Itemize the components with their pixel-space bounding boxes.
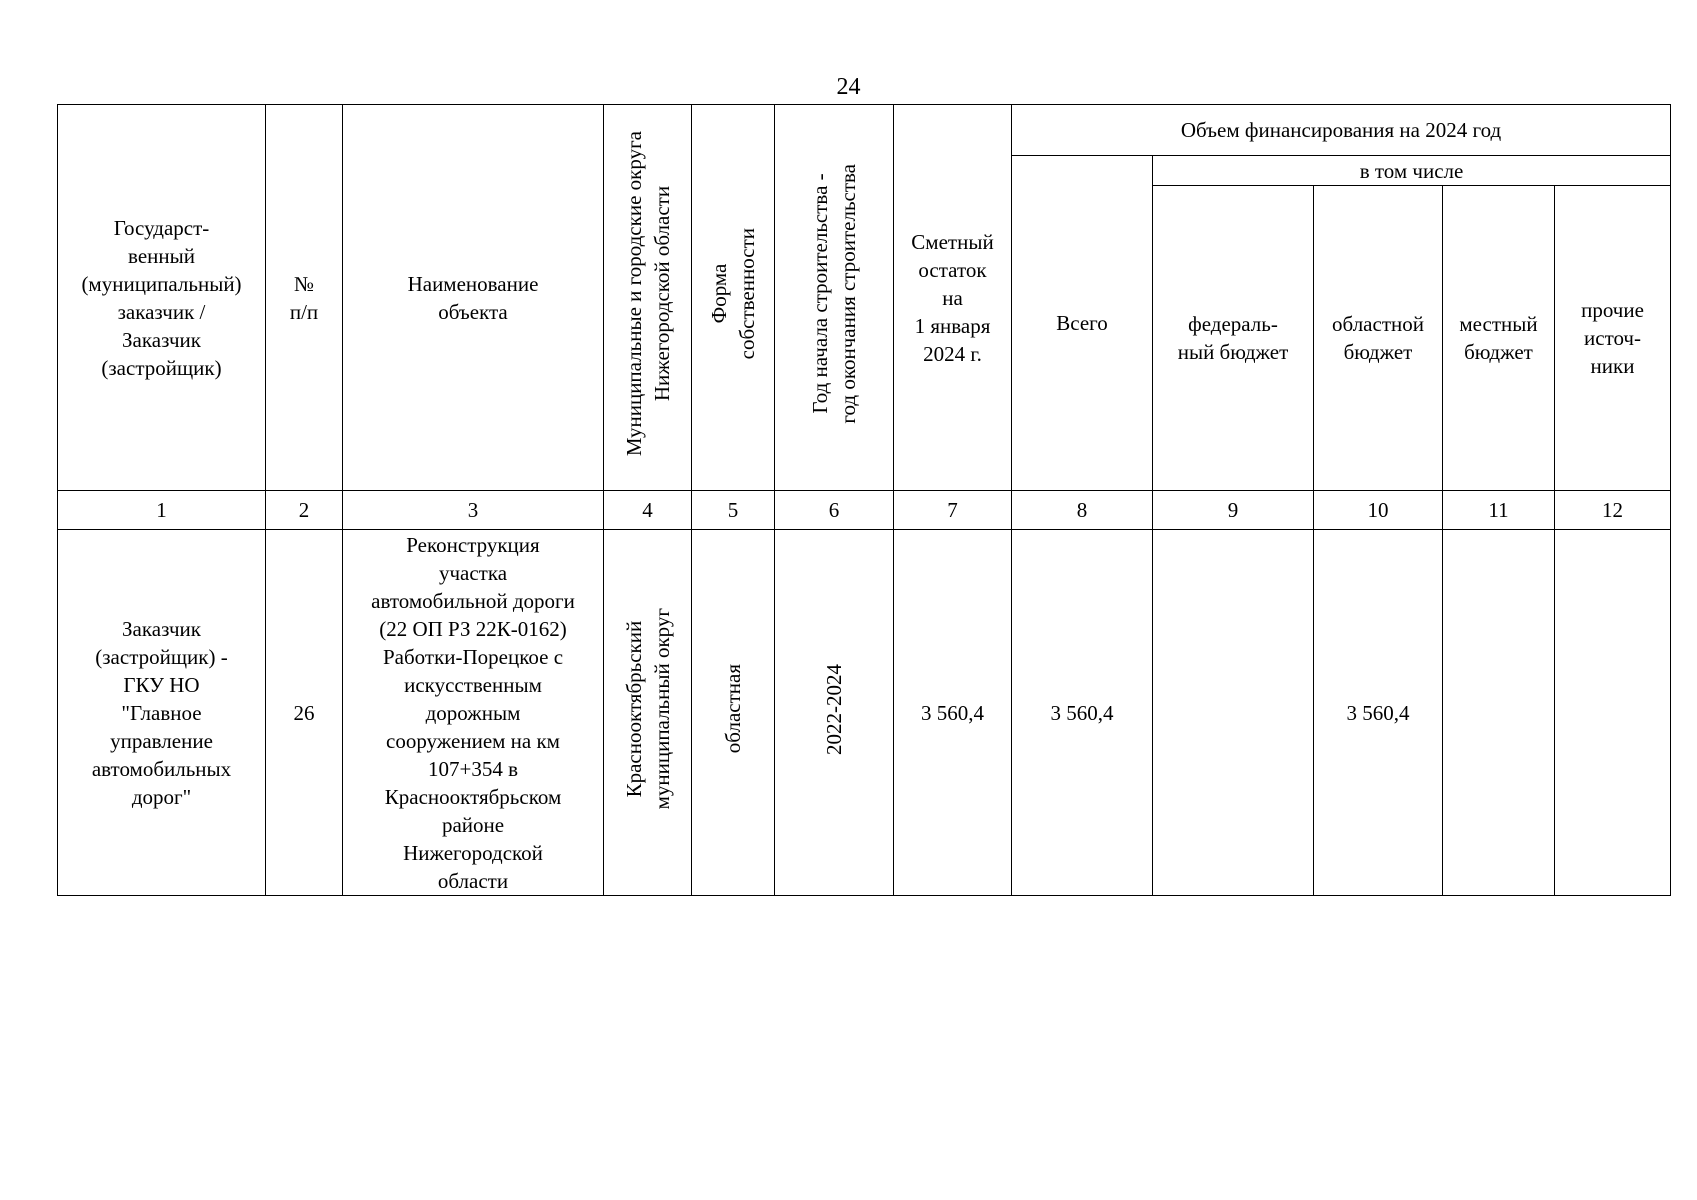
header-total: Всего [1012, 156, 1153, 491]
column-number: 1 [58, 491, 266, 530]
header-years-cell [775, 105, 894, 491]
header-municipality-cell [604, 105, 692, 491]
row-number: 26 [266, 530, 343, 896]
header-federal: федераль- ный бюджет [1153, 186, 1314, 491]
row-regional: 3 560,4 [1314, 530, 1443, 896]
column-number-row [58, 491, 1671, 530]
header-years: Год начала строительства - год окончания строительства [808, 164, 860, 424]
row-customer: Заказчик (застройщик) - ГКУ НО "Главное управление автомобильных дорог" [58, 530, 266, 896]
row-years: 2022-2024 [822, 663, 846, 755]
row-estimate-balance: 3 560,4 [894, 530, 1012, 896]
header-financing-group: Объем финансирования на 2024 год [1012, 105, 1671, 156]
row-total: 3 560,4 [1012, 530, 1153, 896]
financing-table [57, 104, 1671, 896]
row-ownership-cell [692, 530, 775, 896]
row-federal [1153, 530, 1314, 896]
column-number: 10 [1314, 491, 1443, 530]
row-ownership: областная [721, 664, 745, 754]
column-number: 11 [1443, 491, 1555, 530]
header-number: № п/п [266, 105, 343, 491]
page-number: 24 [836, 74, 861, 100]
row-local [1443, 530, 1555, 896]
header-estimate-balance: Сметный остаток на 1 января 2024 г. [894, 105, 1012, 491]
column-number: 4 [604, 491, 692, 530]
header-including: в том числе [1153, 156, 1671, 186]
row-municipality: Краснооктябрьский муниципальный округ [621, 608, 674, 810]
column-number: 12 [1555, 491, 1671, 530]
header-municipality: Муниципальные и городские округа Нижегородской области [621, 131, 674, 457]
column-number: 3 [343, 491, 604, 530]
row-object-name: Реконструкция участка автомобильной дороги (22 ОП РЗ 22К-0162) Работки-Порецкое с искусственным дорожным сооружением на км 107+354 в Краснооктябрьском районе Нижегородской области [343, 530, 604, 896]
header-object-name: Наименование объекта [343, 105, 604, 491]
header-local: местный бюджет [1443, 186, 1555, 491]
column-number: 5 [692, 491, 775, 530]
row-other [1555, 530, 1671, 896]
column-number: 9 [1153, 491, 1314, 530]
row-years-cell [775, 530, 894, 896]
header-other: прочие источ- ники [1555, 186, 1671, 491]
header-regional: областной бюджет [1314, 186, 1443, 491]
table-row [58, 530, 1671, 896]
header-ownership: Форма собственности [707, 228, 759, 360]
column-number: 8 [1012, 491, 1153, 530]
row-municipality-cell [604, 530, 692, 896]
column-number: 2 [266, 491, 343, 530]
column-number: 6 [775, 491, 894, 530]
header-ownership-cell [692, 105, 775, 491]
header-customer: Государст- венный (муниципальный) заказчик / Заказчик (застройщик) [58, 105, 266, 491]
column-number: 7 [894, 491, 1012, 530]
